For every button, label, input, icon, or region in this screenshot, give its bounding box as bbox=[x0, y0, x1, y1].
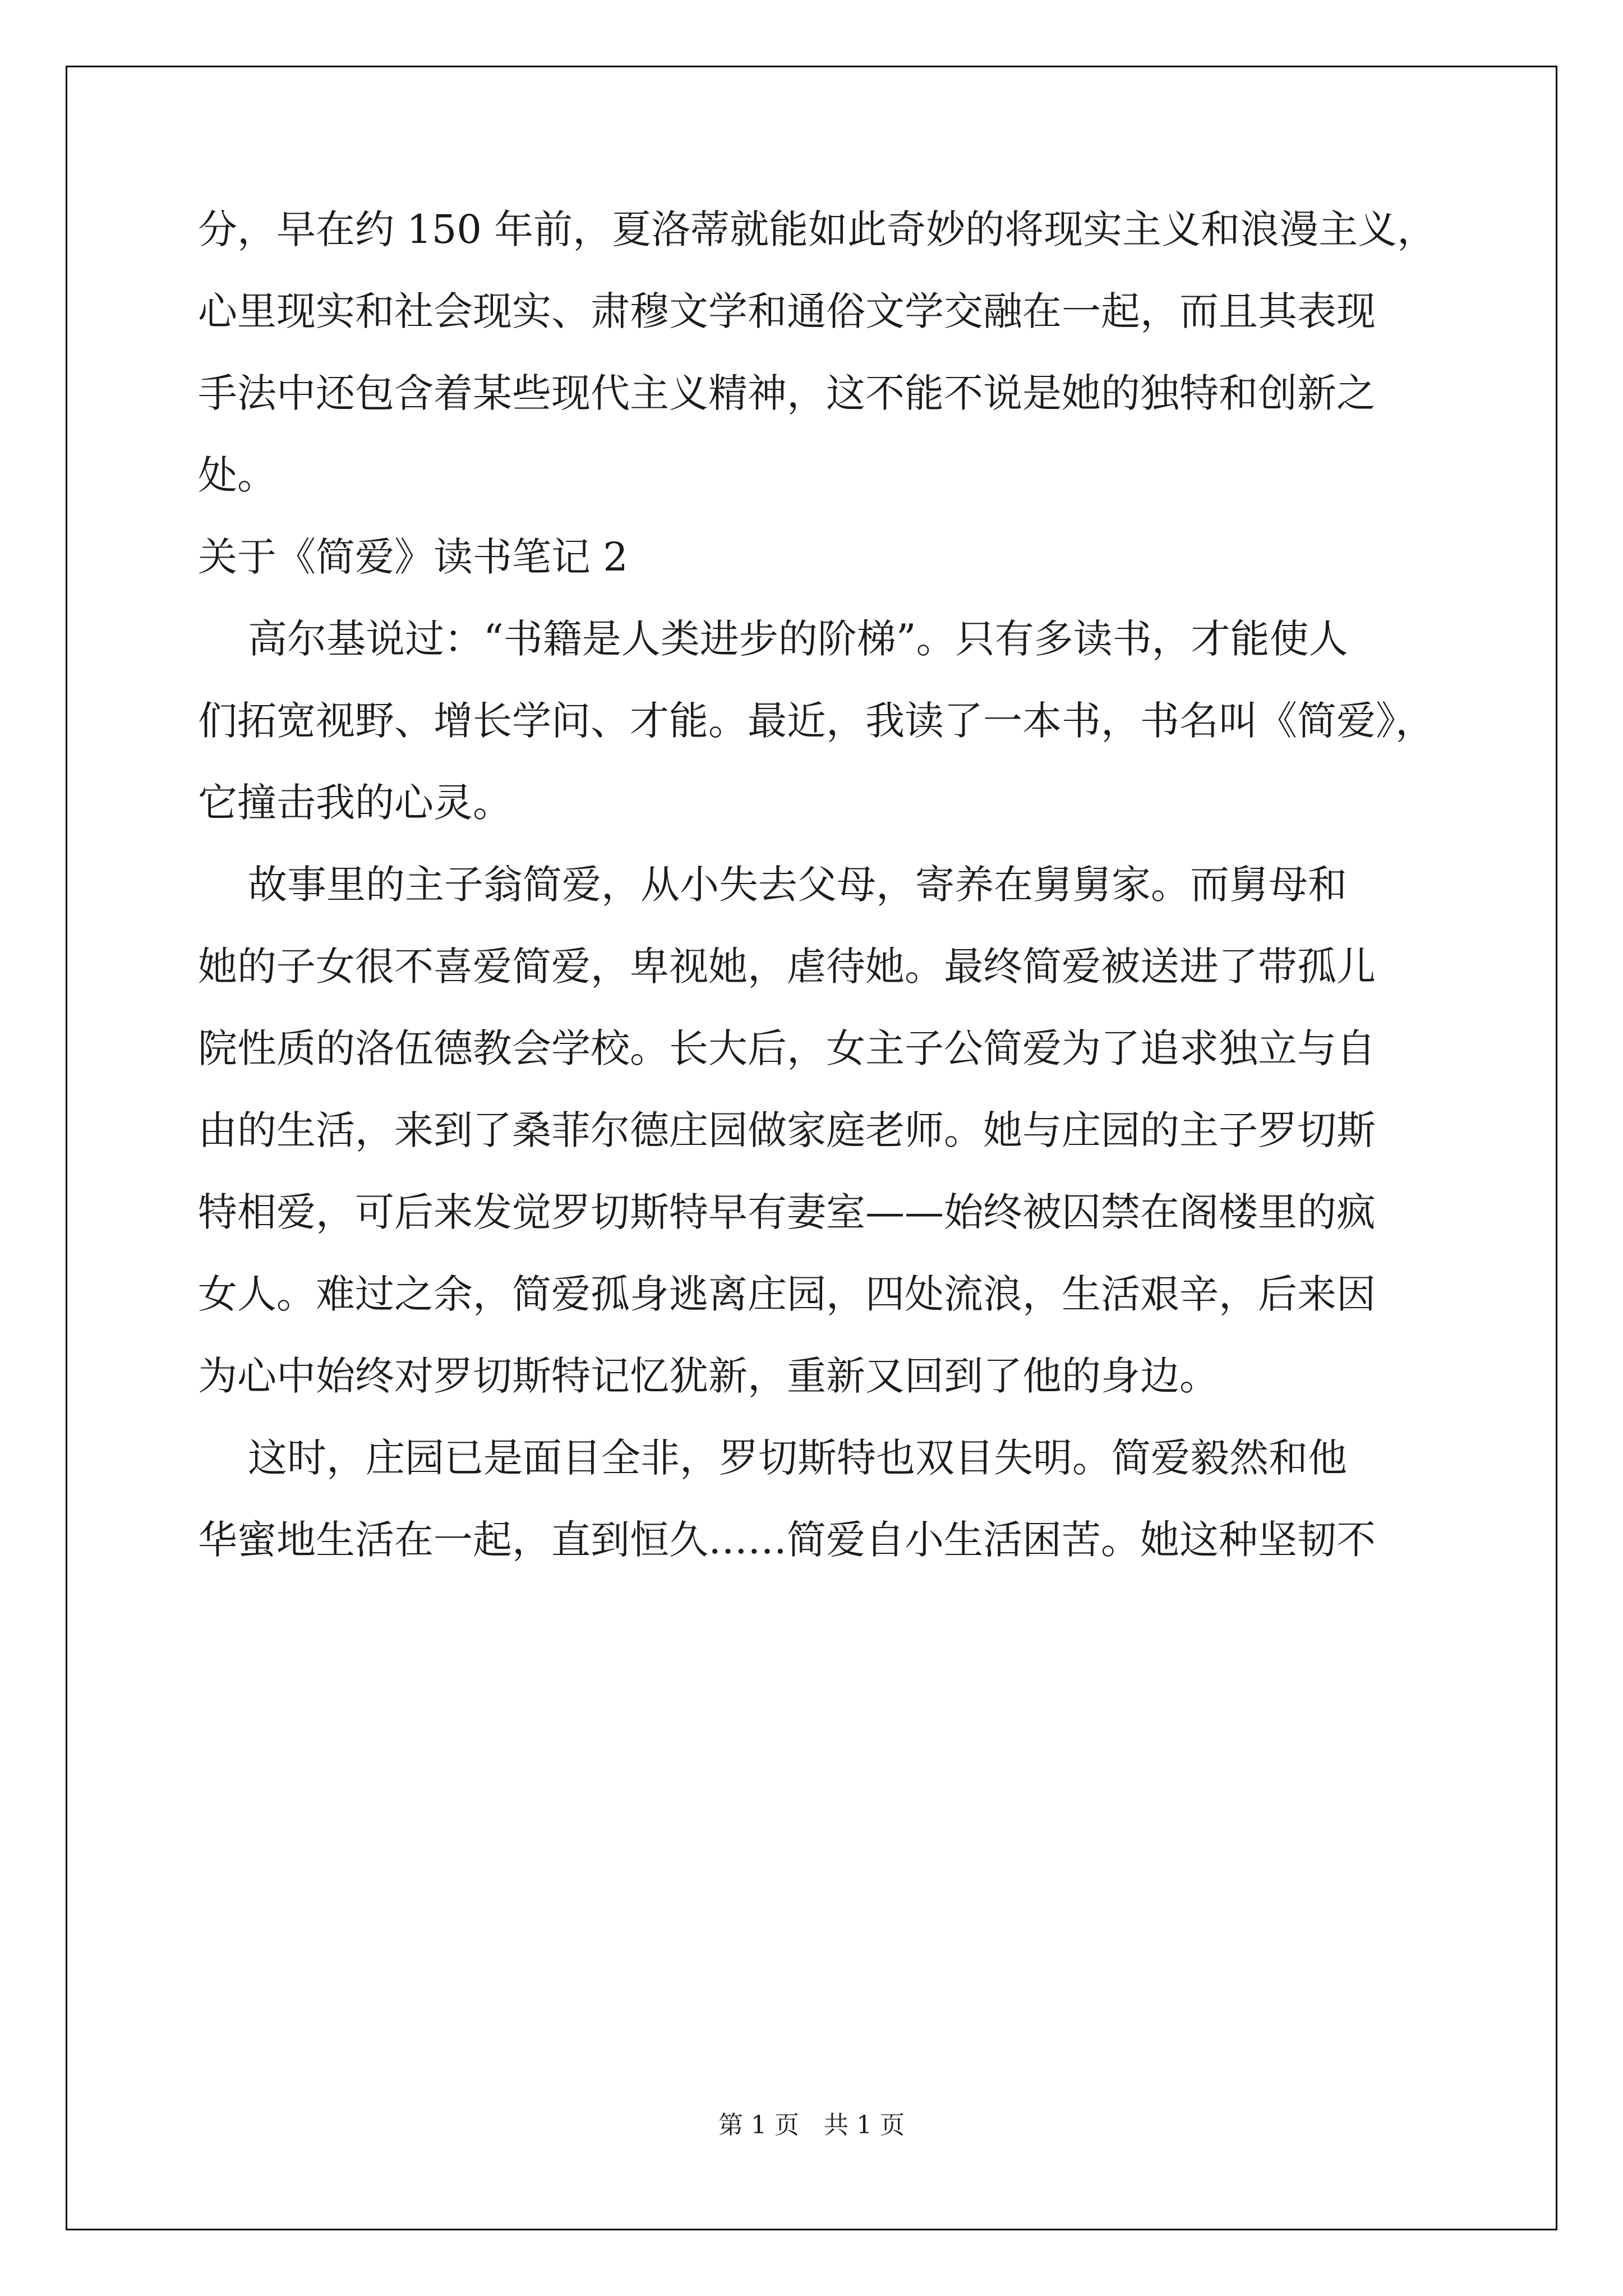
text-line: 心里现实和社会现实、肃穆文学和通俗文学交融在一起，而且其表现 bbox=[198, 288, 1376, 334]
text-line: 高尔基说过：“书籍是人类进步的阶梯”。只有多读书，才能使人 bbox=[198, 616, 1348, 662]
text-line: 手法中还包含着某些现代主义精神，这不能不说是她的独特和创新之 bbox=[198, 370, 1376, 416]
text-line: 它撞击我的心灵。 bbox=[198, 780, 512, 826]
text-line: 这时，庄园已是面目全非，罗切斯特也双目失明。简爱毅然和他 bbox=[198, 1435, 1348, 1481]
text-line: 华蜜地生活在一起，直到恒久……简爱自小生活困苦。她这种坚韧不 bbox=[198, 1517, 1376, 1563]
text-line: 为心中始终对罗切斯特记忆犹新，重新又回到了他的身边。 bbox=[198, 1353, 1219, 1399]
text-line: 处。 bbox=[198, 452, 276, 498]
text-line: 分，早在约 150 年前，夏洛蒂就能如此奇妙的将现实主义和浪漫主义， bbox=[198, 206, 1437, 252]
text-line: 们拓宽视野、增长学问、才能。最近，我读了一本书，书名叫《简爱》， bbox=[198, 698, 1435, 744]
text-line: 女人。难过之余，简爱孤身逃离庄园，四处流浪，生活艰辛，后来因 bbox=[198, 1271, 1376, 1317]
page-number-footer: 第 1 页 共 1 页 bbox=[718, 2111, 905, 2139]
text-line: 故事里的主子翁简爱，从小失去父母，寄养在舅舅家。而舅母和 bbox=[198, 862, 1348, 908]
text-line: 由的生活，来到了桑菲尔德庄园做家庭老师。她与庄园的主子罗切斯 bbox=[198, 1107, 1376, 1153]
text-line: 特相爱，可后来发觉罗切斯特早有妻室——始终被囚禁在阁楼里的疯 bbox=[198, 1189, 1376, 1235]
text-line: 她的子女很不喜爱简爱，卑视她，虐待她。最终简爱被送进了带孤儿 bbox=[198, 944, 1376, 990]
section-heading: 关于《简爱》读书笔记 2 bbox=[198, 534, 628, 580]
text-line: 院性质的洛伍德教会学校。长大后，女主子公简爱为了追求独立与自 bbox=[198, 1025, 1376, 1071]
